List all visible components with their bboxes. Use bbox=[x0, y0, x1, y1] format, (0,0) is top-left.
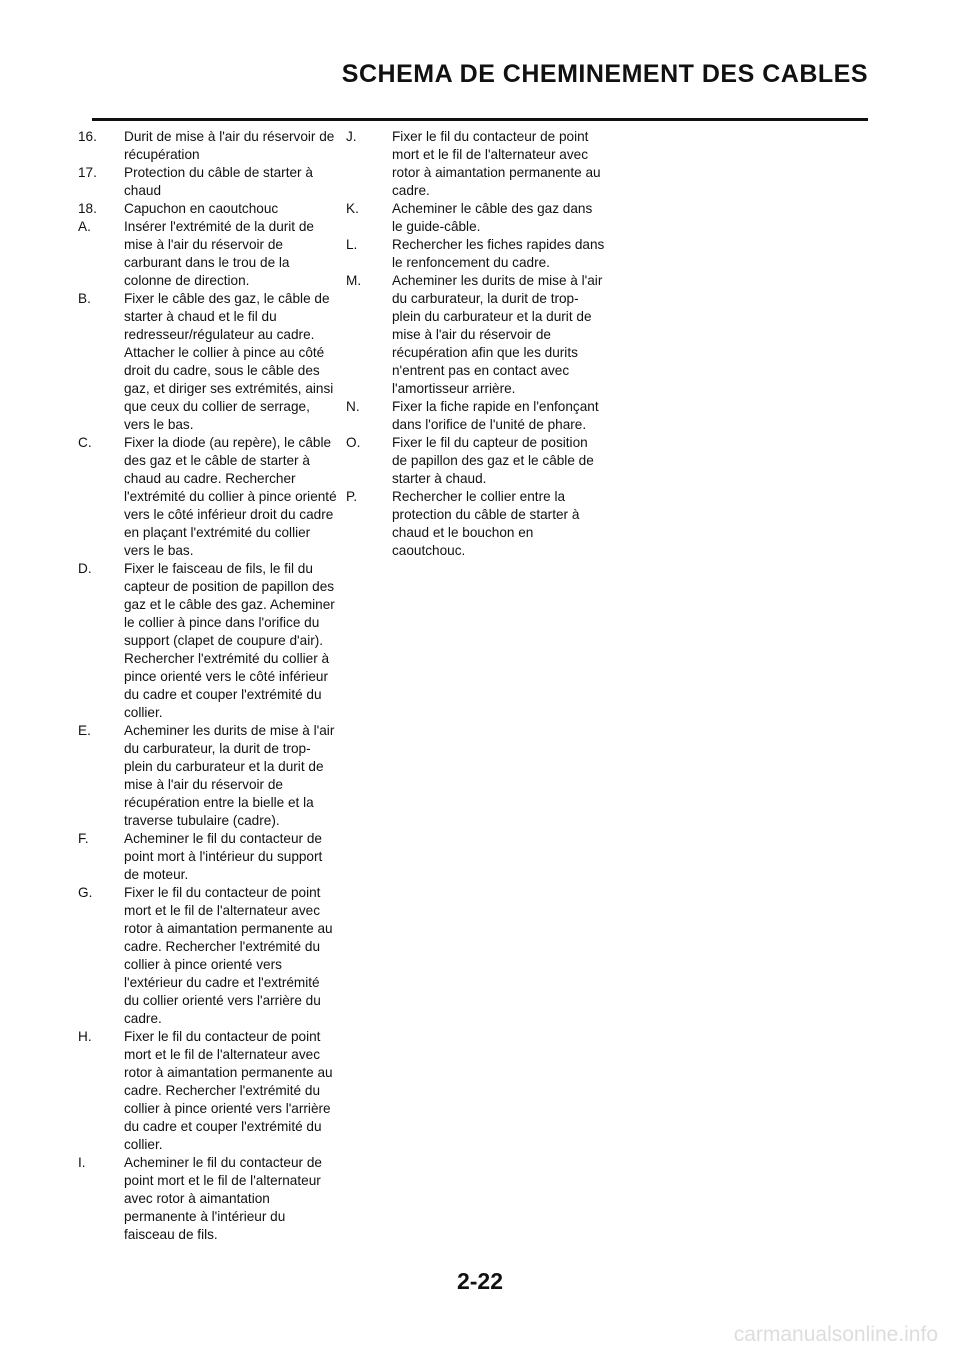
list-item bbox=[78, 1028, 338, 1154]
list-item bbox=[78, 1154, 338, 1244]
item-label: B. bbox=[78, 291, 91, 306]
item-text: Durit de mise à l'air du réservoir de récupération bbox=[124, 129, 335, 162]
item-text: Fixer le fil du capteur de position de papillon des gaz et le câble de starter à chaud. bbox=[392, 435, 594, 486]
list-item bbox=[78, 884, 338, 1028]
item-text: Acheminer les durits de mise à l'air du carburateur, la durit de trop-plein du carburateur et la durit de mise à l'air du réservoir de récupération afin que les durits n'entrent pas en contact avec l'amortisseur arrière. bbox=[392, 273, 603, 396]
item-text: Acheminer le fil du contacteur de point mort et le fil de l'alternateur avec rotor à aimantation permanente à l'intérieur du faisceau de fils. bbox=[124, 1155, 322, 1242]
item-text: Fixer la diode (au repère), le câble des gaz et le câble de starter à chaud au cadre. Rechercher l'extrémité du collier à pince orienté vers le côté inférieur droit du cadre en plaçant l'extrémité du collier vers le bas. bbox=[124, 435, 337, 558]
item-label: 18. bbox=[78, 201, 97, 216]
item-text: Acheminer le fil du contacteur de point mort à l'intérieur du support de moteur. bbox=[124, 831, 323, 882]
item-label: L. bbox=[346, 237, 358, 252]
right-column bbox=[346, 128, 606, 560]
item-text: Fixer le faisceau de fils, le fil du capteur de position de papillon des gaz et le câble des gaz. Acheminer le collier à pince dans l'orifice du support (clapet de coupure d'air). Rechercher l'extrémité du collier à pince orienté vers le côté inférieur du cadre et couper l'extrémité du collier. bbox=[124, 561, 335, 720]
item-label: K. bbox=[346, 201, 359, 216]
header-divider bbox=[92, 118, 868, 121]
list-item bbox=[346, 128, 606, 200]
item-label: J. bbox=[346, 129, 357, 144]
page-title: SCHEMA DE CHEMINEMENT DES CABLES bbox=[341, 60, 868, 88]
item-text: Fixer le fil du contacteur de point mort et le fil de l'alternateur avec rotor à aimantation permanente au cadre. Rechercher l'extrémité du collier à pince orienté vers l'arrière du cadre et couper l'extrémité du collier. bbox=[124, 1029, 333, 1152]
list-item bbox=[346, 236, 606, 272]
list-item bbox=[78, 200, 338, 218]
list-item bbox=[78, 560, 338, 722]
item-label: 17. bbox=[78, 165, 97, 180]
list-item bbox=[346, 434, 606, 488]
item-text: Acheminer les durits de mise à l'air du carburateur, la durit de trop-plein du carburateur et la durit de mise à l'air du réservoir de récupération entre la bielle et la traverse tubulaire (cadre). bbox=[124, 723, 335, 828]
list-item bbox=[78, 128, 338, 164]
item-text: Capuchon en caoutchouc bbox=[124, 201, 279, 216]
list-item bbox=[346, 488, 606, 560]
item-label: M. bbox=[346, 273, 362, 288]
item-label: P. bbox=[346, 489, 358, 504]
item-label: G. bbox=[78, 885, 93, 900]
list-item bbox=[78, 218, 338, 290]
item-text: Insérer l'extrémité de la durit de mise à l'air du réservoir de carburant dans le trou de la colonne de direction. bbox=[124, 219, 314, 288]
item-text: Acheminer le câble des gaz dans le guide-câble. bbox=[392, 201, 593, 234]
item-text: Rechercher les fiches rapides dans le renfoncement du cadre. bbox=[392, 237, 605, 270]
item-label: D. bbox=[78, 561, 92, 576]
item-label: F. bbox=[78, 831, 89, 846]
list-item bbox=[78, 830, 338, 884]
left-column bbox=[78, 128, 338, 1244]
list-item bbox=[78, 722, 338, 830]
list-item bbox=[346, 200, 606, 236]
item-label: O. bbox=[346, 435, 361, 450]
item-text: Rechercher le collier entre la protection du câble de starter à chaud et le bouchon en caoutchouc. bbox=[392, 489, 580, 558]
item-label: A. bbox=[78, 219, 91, 234]
list-item bbox=[346, 272, 606, 398]
item-text: Protection du câble de starter à chaud bbox=[124, 165, 313, 198]
page-number: 2-22 bbox=[456, 1268, 504, 1294]
item-text: Fixer le fil du contacteur de point mort et le fil de l'alternateur avec rotor à aimantation permanente au cadre. bbox=[392, 129, 601, 198]
item-text: Fixer le fil du contacteur de point mort et le fil de l'alternateur avec rotor à aimantation permanente au cadre. Rechercher l'extrémité du collier à pince orienté vers l'extérieur du cadre et l'extrémité du collier orienté vers l'arrière du cadre. bbox=[124, 885, 333, 1026]
list-item bbox=[78, 164, 338, 200]
list-item bbox=[78, 434, 338, 560]
list-item bbox=[78, 290, 338, 434]
item-label: H. bbox=[78, 1029, 92, 1044]
item-text: Fixer le câble des gaz, le câble de starter à chaud et le fil du redresseur/régulateur au cadre. Attacher le collier à pince au côté droit du cadre, sous le câble des gaz, et diriger ses extrémités, ainsi que ceux du collier de serrage, vers le bas. bbox=[124, 291, 334, 432]
item-label: C. bbox=[78, 435, 92, 450]
list-item bbox=[346, 398, 606, 434]
item-label: N. bbox=[346, 399, 360, 414]
item-label: 16. bbox=[78, 129, 97, 144]
item-label: E. bbox=[78, 723, 91, 738]
watermark: carmanualsonline.info bbox=[733, 1323, 938, 1346]
item-label: I. bbox=[78, 1155, 86, 1170]
item-text: Fixer la fiche rapide en l'enfonçant dans l'orifice de l'unité de phare. bbox=[392, 399, 599, 432]
